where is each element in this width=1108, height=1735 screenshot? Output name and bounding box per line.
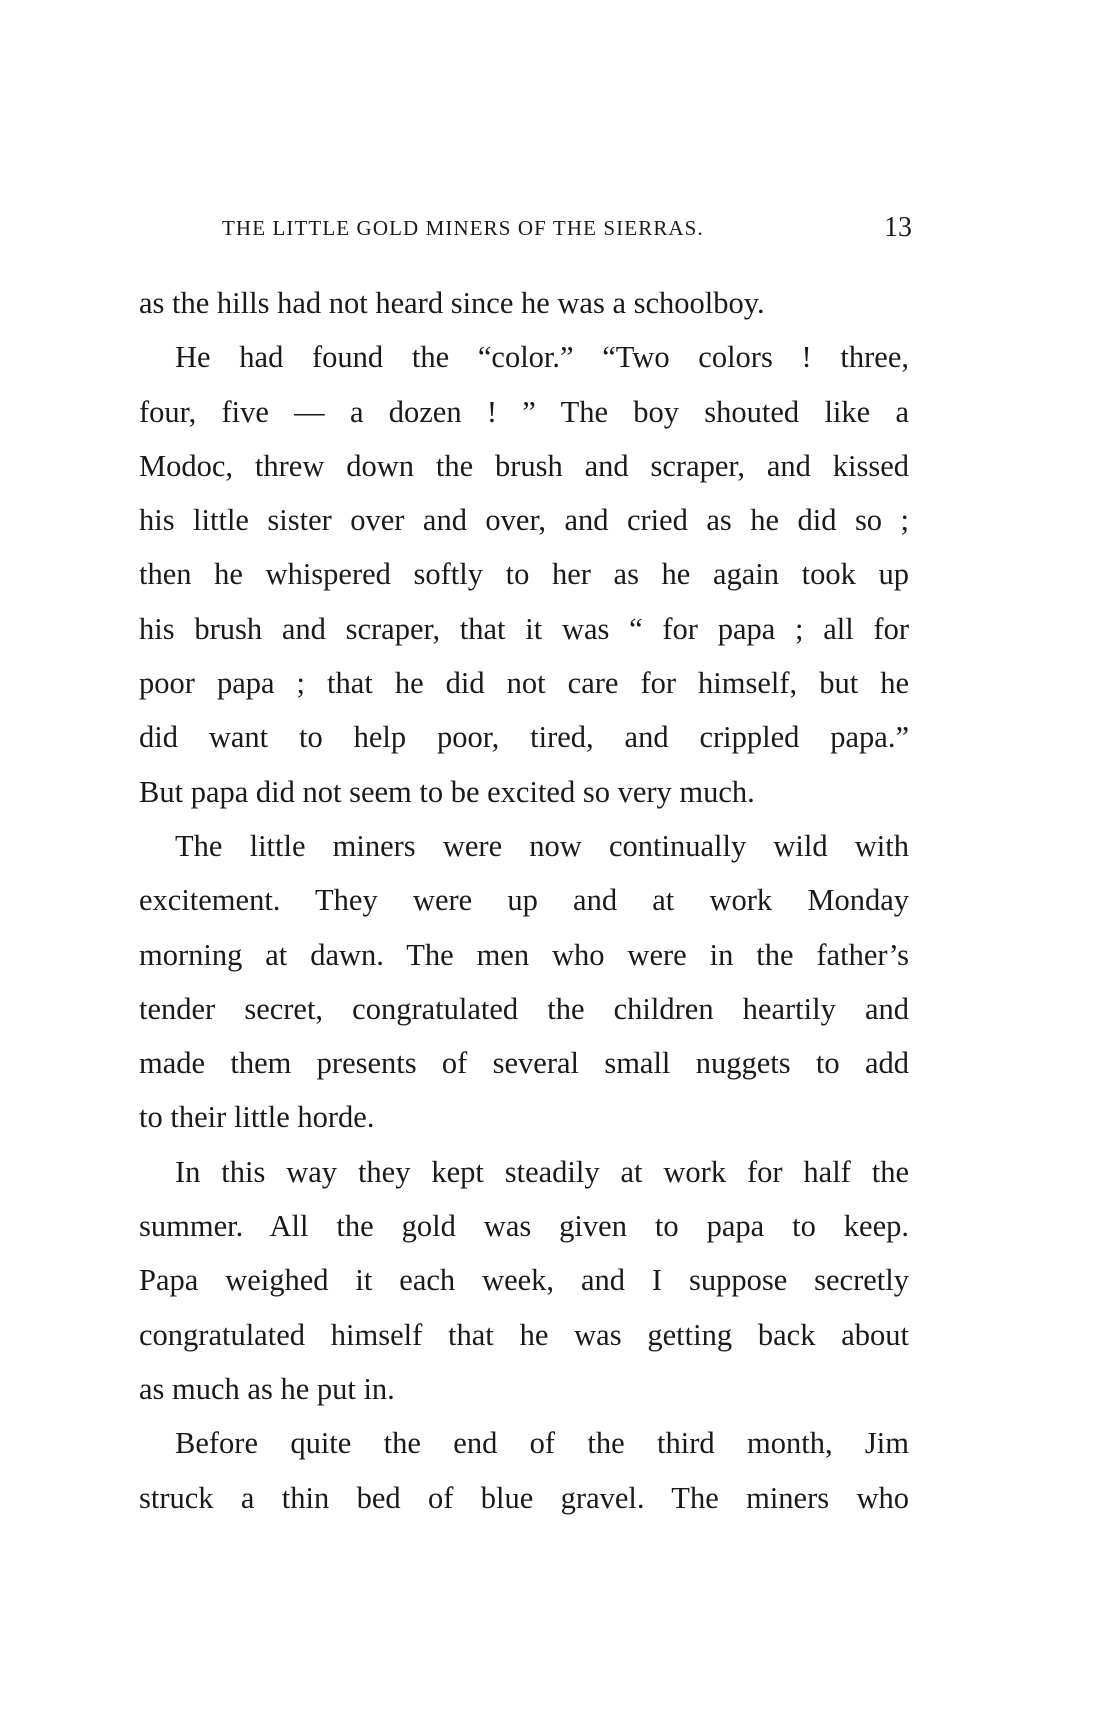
text-line: as much as he put in. [139, 1371, 395, 1406]
text-line: He had found the “color.” “Two colors ! three, [175, 340, 909, 375]
text-line: congratulated himself that he was getting back about [139, 1317, 909, 1352]
text-line: four, five — a dozen ! ” The boy shouted like a [139, 394, 909, 429]
text-line: morning at dawn. The men who were in the father’s [139, 937, 909, 972]
text-line: as the hills had not heard since he was a schoolboy. [139, 286, 765, 320]
text-line: struck a thin bed of blue gravel. The miners who [139, 1480, 909, 1515]
text-line: But papa did not seem to be excited so very much. [139, 774, 755, 809]
text-line: Before quite the end of the third month, Jim [175, 1426, 909, 1461]
text-line: excitement. They were up and at work Monday [139, 883, 909, 918]
text-line: summer. All the gold was given to papa to keep. [139, 1209, 909, 1244]
text-line: his little sister over and over, and cried as he did so ; [139, 503, 909, 538]
text-line: tender secret, congratulated the children heartily and [139, 991, 909, 1026]
text-line: In this way they kept steadily at work for half the [175, 1154, 909, 1189]
page-number: 13 [884, 212, 912, 243]
text-line: Papa weighed it each week, and I suppose secretly [139, 1263, 909, 1298]
text-line: his brush and scraper, that it was “ for papa ; all for [139, 611, 909, 646]
text-line: Modoc, threw down the brush and scraper, and kissed [139, 448, 909, 483]
text-line: The little miners were now continually wild with [175, 828, 909, 863]
body-text [139, 276, 909, 1525]
text-line: to their little horde. [139, 1100, 375, 1135]
text-line: did want to help poor, tired, and crippled papa.” [139, 720, 909, 755]
running-title: THE LITTLE GOLD MINERS OF THE SIERRAS. [222, 216, 704, 240]
running-head [222, 212, 912, 252]
text-line: then he whispered softly to her as he again took up [139, 557, 909, 592]
text-line: poor papa ; that he did not care for himself, but he [139, 666, 909, 701]
text-line: made them presents of several small nuggets to add [139, 1046, 909, 1081]
